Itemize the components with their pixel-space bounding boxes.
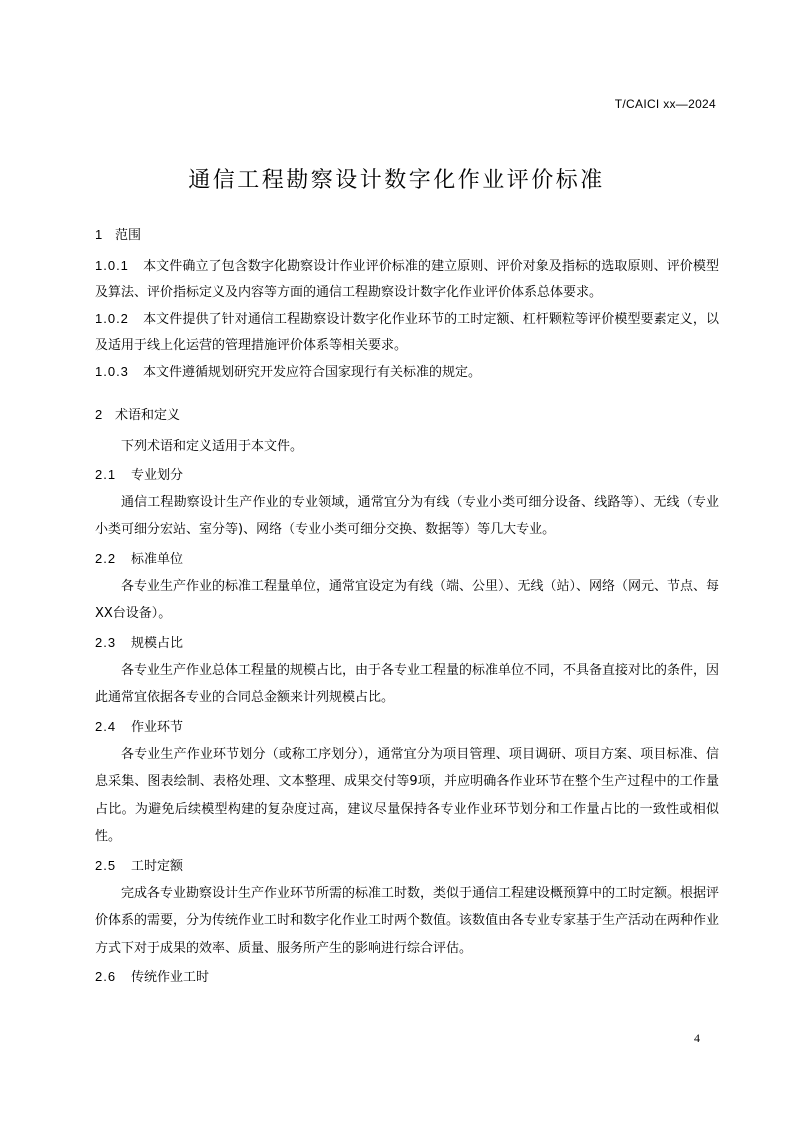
term-title: 规模占比 (131, 635, 184, 651)
term-definition-2-3: 各专业生产作业总体工程量的规模占比，由于各专业工程量的标准单位不同，不具备直接对比的条件，因此通常宜依据各专业的合同总金额来计列规模占比。 (95, 662, 720, 705)
clause-text: 本文件提供了针对通信工程勘察设计数字化作业环节的工时定额、杠杆颗粒等评价模型要素定义，以及适用于线上化运营的管理措施评价体系等相关要求。 (95, 312, 719, 353)
clause-text: 本文件遵循规划研究开发应符合国家现行有关标准的规定。 (143, 365, 482, 380)
term-heading-2-1 (95, 462, 719, 489)
term-heading-2-5 (95, 853, 719, 880)
term-definition-2-4: 各专业生产作业环节划分（或称工序划分），通常宜分为项目管理、项目调研、项目方案、项目标准、信息采集、图表绘制、表格处理、文本整理、成果交付等9项，并应明确各作业环节在整个生产过程中的工作量占比。为避免后续模型构建的复杂度过高，建议尽量保持各专业作业环节划分和工作量占比的一致性或相似性。 (95, 746, 719, 844)
term-number: 2.5 (95, 857, 117, 873)
clause-number: 1.0.1 (95, 258, 129, 273)
term-heading-2-6 (95, 964, 719, 991)
document-body (95, 222, 719, 991)
term-number: 2.2 (95, 550, 117, 566)
term-definition-2-1: 通信工程勘察设计生产作业的专业领域，通常宜分为有线（专业小类可细分设备、线路等）、无线（专业小类可细分宏站、室分等)、网络（专业小类可细分交换、数据等）等几大专业。 (95, 494, 719, 537)
section-heading-scope (95, 222, 719, 249)
section-title: 范围 (115, 228, 142, 243)
term-title: 工时定额 (131, 858, 184, 874)
document-title: 通信工程勘察设计数字化作业评价标准 (188, 168, 605, 193)
section-title: 术语和定义 (115, 408, 181, 423)
term-title: 作业环节 (131, 719, 184, 735)
term-number: 2.1 (95, 466, 117, 482)
term-heading-2-3 (95, 630, 719, 657)
term-title: 专业划分 (131, 467, 184, 483)
standard-code: T/CAICI xx—2024 (614, 97, 716, 111)
clause-text: 本文件确立了包含数字化勘察设计作业评价标准的建立原则、评价对象及指标的选取原则、评价模型及算法、评价指标定义及内容等方面的通信工程勘察设计数字化作业评价体系总体要求。 (95, 259, 719, 300)
term-title: 传统作业工时 (131, 970, 210, 985)
term-heading-2-4 (95, 714, 719, 741)
section-number: 2 (95, 407, 104, 422)
clause-1-0-2 (95, 306, 719, 359)
terms-intro: 下列术语和定义适用于本文件。 (121, 439, 304, 454)
term-number: 2.4 (95, 718, 117, 734)
section-number: 1 (95, 227, 104, 242)
section-heading-terms (95, 402, 719, 429)
term-number: 2.6 (95, 969, 117, 984)
clause-number: 1.0.3 (95, 364, 129, 379)
term-definition-2-5: 完成各专业勘察设计生产作业环节所需的标准工时数，类似于通信工程建设概预算中的工时定额。根据评价体系的需要，分为传统作业工时和数字化作业工时两个数值。该数值由各专业专家基于生产活动在两种作业方式下对于成果的效率、质量、服务所产生的影响进行综合评估。 (95, 885, 720, 956)
page-number: 4 (694, 1031, 700, 1045)
clause-1-0-1 (95, 253, 719, 306)
term-definition-2-2: 各专业生产作业的标准工程量单位，通常宜设定为有线（端、公里）、无线（站）、网络（网元、节点、每XX台设备）。 (95, 578, 720, 621)
term-number: 2.3 (95, 634, 117, 650)
clause-1-0-3 (95, 359, 719, 386)
clause-number: 1.0.2 (95, 311, 129, 326)
term-heading-2-2 (95, 546, 719, 573)
term-title: 标准单位 (131, 551, 184, 567)
